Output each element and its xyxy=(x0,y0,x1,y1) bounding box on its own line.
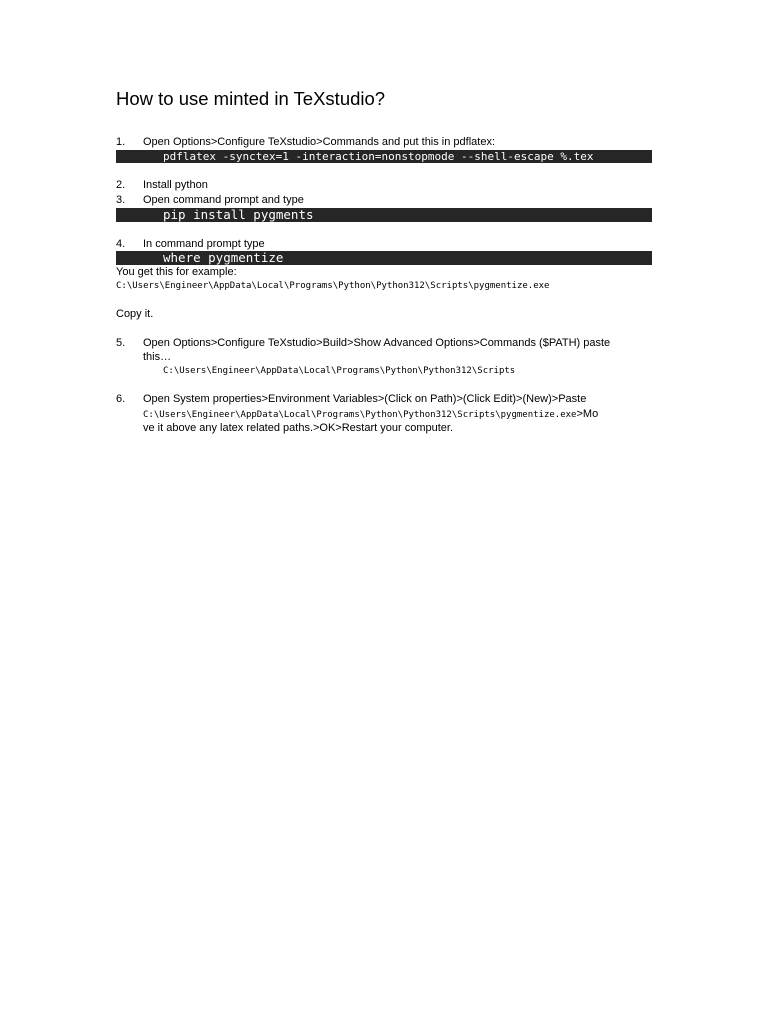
step-number: 3. xyxy=(116,194,126,206)
step-text: In command prompt type xyxy=(143,238,265,250)
step-6-path-tail: >Mo xyxy=(576,408,599,420)
example-path: C:\Users\Engineer\AppData\Local\Programs\Python\Python312\Scripts\pygmentize.exe xyxy=(116,281,550,291)
step-text: Open command prompt and type xyxy=(143,194,304,206)
step-number: 4. xyxy=(116,238,126,250)
page-title: How to use minted in TeXstudio? xyxy=(116,88,386,109)
step-text-line-1: Open Options>Configure TeXstudio>Build>Show Advanced Options>Commands ($PATH) paste xyxy=(143,337,611,349)
step-text: Install python xyxy=(143,179,208,191)
step-text-line-1: Open System properties>Environment Variables>(Click on Path)>(Click Edit)>(New)>Paste xyxy=(143,393,587,405)
step-5-text-line-2: this… xyxy=(143,351,172,363)
step-text: Open Options>Configure TeXstudio>Commands and put this in pdflatex: xyxy=(143,136,496,148)
code-block-pip-install: pip install pygments xyxy=(116,208,652,222)
copy-note: Copy it. xyxy=(116,308,154,320)
step-number: 2. xyxy=(116,179,126,191)
step-6-text-line-3: ve it above any latex related paths.>OK>Restart your computer. xyxy=(143,422,454,434)
code-block-pdflatex: pdflatex -synctex=1 -interaction=nonstopmode --shell-escape %.tex xyxy=(116,150,652,163)
step-6-path-line xyxy=(143,407,598,422)
step-5-path: C:\Users\Engineer\AppData\Local\Programs\Python\Python312\Scripts xyxy=(163,366,516,376)
step-number: 5. xyxy=(116,337,126,349)
example-label: You get this for example: xyxy=(116,266,237,278)
code-block-where-pygmentize: where pygmentize xyxy=(116,251,652,265)
step-6-path: C:\Users\Engineer\AppData\Local\Programs\Python\Python312\Scripts\pygmentize.exe xyxy=(143,410,577,420)
step-number: 1. xyxy=(116,136,126,148)
step-number: 6. xyxy=(116,393,126,405)
